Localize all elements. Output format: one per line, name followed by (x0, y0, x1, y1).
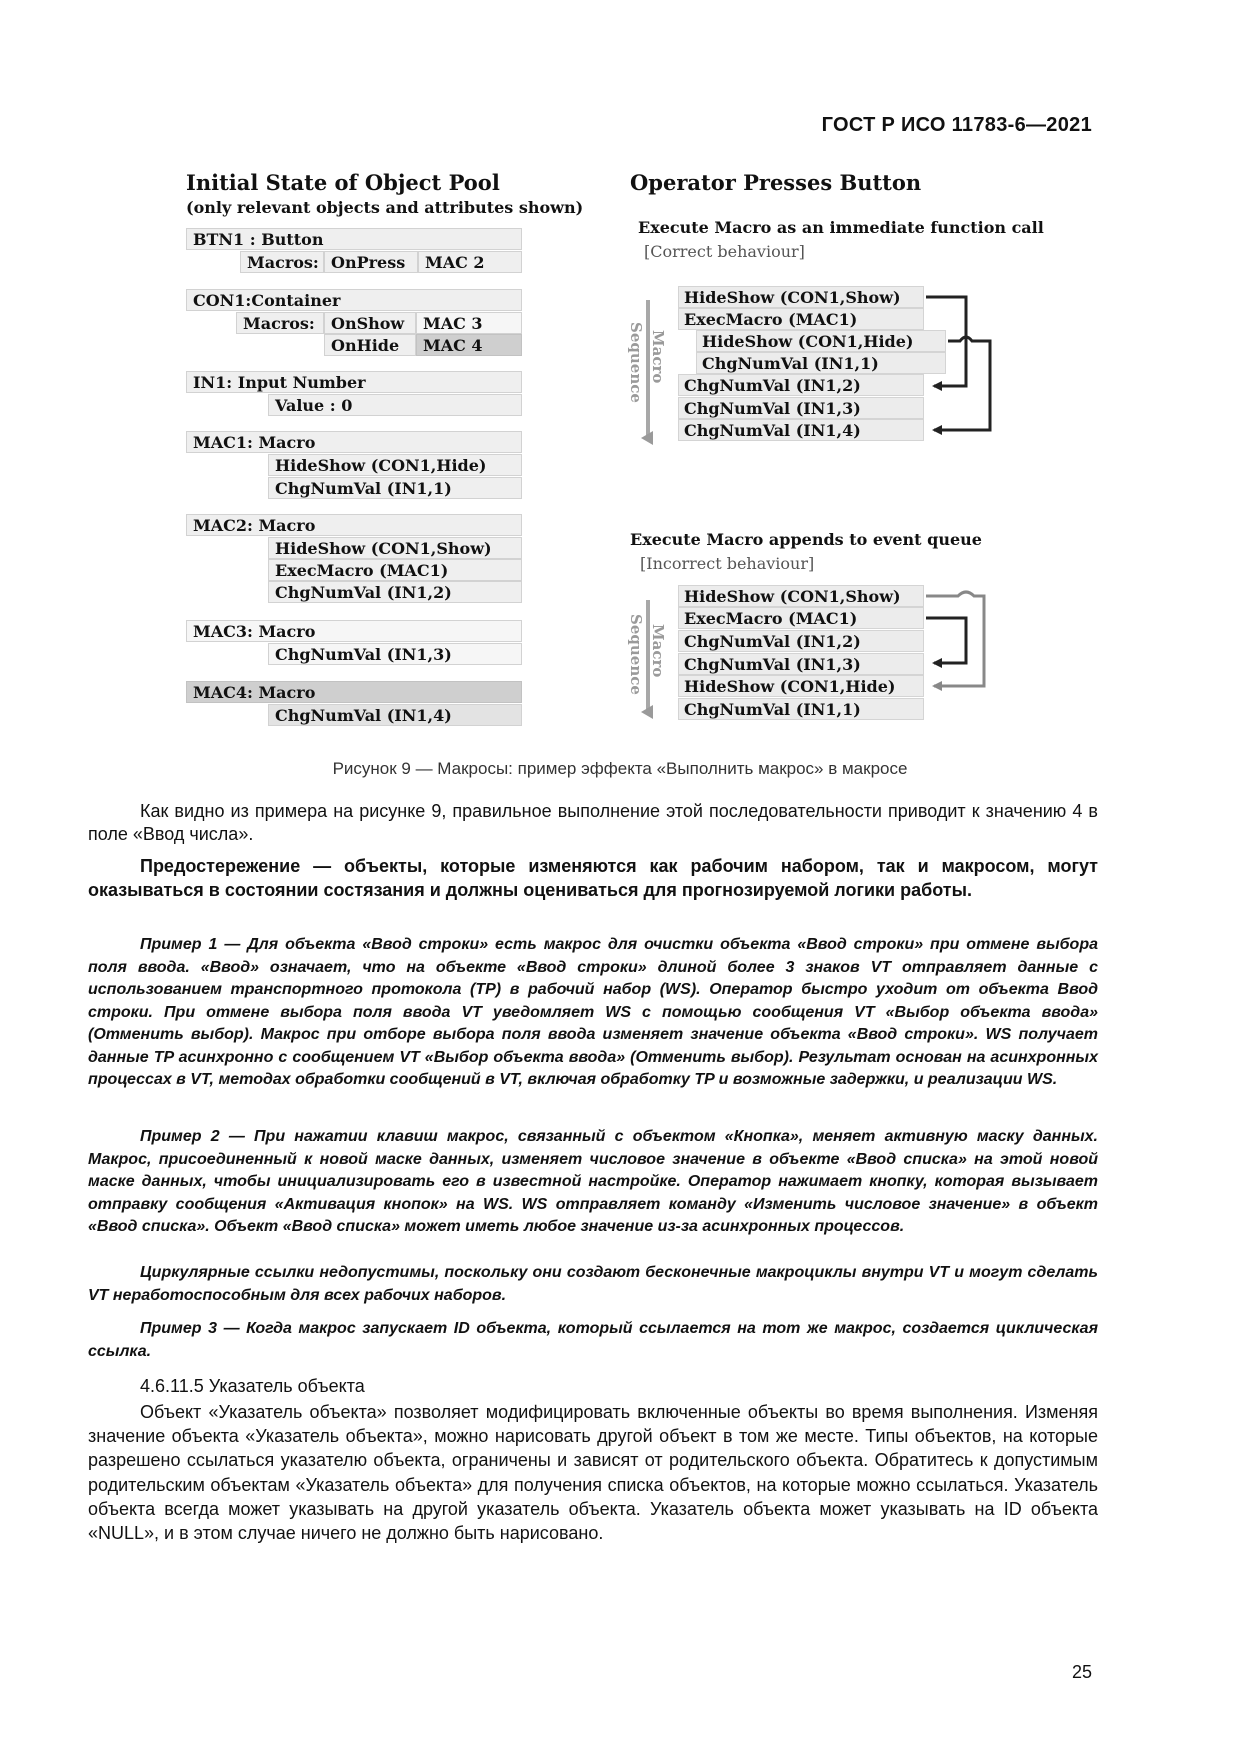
mac2-cmd-2: ExecMacro (MAC1) (268, 559, 522, 581)
standard-number: ГОСТ Р ИСО 11783-6—2021 (821, 114, 1092, 136)
correct-step-6: ChgNumVal (IN1,3) (678, 397, 924, 419)
incorrect-step-4: ChgNumVal (IN1,3) (678, 653, 924, 675)
correct-step-1: HideShow (CON1,Show) (678, 286, 924, 308)
con1-macro-4: MAC 4 (416, 334, 522, 356)
btn1-macros-label: Macros: (240, 251, 324, 273)
mac2-cmd-1: HideShow (CON1,Show) (268, 537, 522, 559)
incorrect-step-1: HideShow (CON1,Show) (678, 585, 924, 607)
paragraph-result: Как видно из примера на рисунке 9, правильное выполнение этой последовательности приводит к значению 4 в поле «Ввод числа». (88, 801, 1098, 844)
correct-step-7: ChgNumVal (IN1,4) (678, 419, 924, 441)
figure-caption: Рисунок 9 — Макросы: пример эффекта «Выполнить макрос» в макросе (332, 759, 908, 778)
incorrect-step-3: ChgNumVal (IN1,2) (678, 630, 924, 652)
con1-event-onshow: OnShow (324, 312, 416, 334)
mac4-title: MAC4: Macro (186, 681, 522, 703)
incorrect-arrow-show-to-hide (926, 592, 984, 686)
figure-arrows (0, 0, 1240, 800)
in1-title: IN1: Input Number (186, 371, 522, 393)
correct-title: Execute Macro as an immediate function call (638, 218, 1044, 237)
mac1-cmd-1: HideShow (CON1,Hide) (268, 454, 522, 476)
con1-macro-3: MAC 3 (416, 312, 522, 334)
example-1: Пример 1 — Для объекта «Ввод строки» есть макрос для очистки объекта «Ввод строки» при отмене выбора поля ввода. «Ввод» означает, что на объекте «Ввод строки» длиной более 3 знаков VT отправляет данные с использованием транспортного протокола (TP) в рабочий набор (WS). Оператор быстро уходит от объекта Ввод строки. При отмене выбора поля ввода VT уведомляет WS с помощью сообщения VT «Выбор объекта ввода» (Отменить выбор). Макрос при отборе выбора поля ввода изменяет значение объекта «Ввод строки». WS получает данные TP асинхронно с сообщением VT «Выбор объекта ввода» (Отменить выбор). Результат основан на асинхронных процессах в VT, методах обработки сообщений в VT, включая обработку TP и возможные задержки, и реализации WS. (88, 936, 1098, 1088)
correct-seq-label-sequence: Sequence (627, 322, 645, 403)
example-3: Пример 3 — Когда макрос запускает ID объекта, который ссылается на тот же макрос, создается циклическая ссылка. (88, 1320, 1098, 1360)
incorrect-step-5: HideShow (CON1,Hide) (678, 675, 924, 697)
operator-title: Operator Presses Button (630, 170, 922, 195)
mac2-cmd-3: ChgNumVal (IN1,2) (268, 581, 522, 603)
btn1-title: BTN1 : Button (186, 228, 522, 250)
con1-event-onhide: OnHide (324, 334, 416, 356)
pool-subtitle: (only relevant objects and attributes shown) (186, 198, 584, 217)
correct-step-2: ExecMacro (MAC1) (678, 308, 924, 330)
correct-note: [Correct behaviour] (644, 242, 805, 261)
incorrect-seq-label-sequence: Sequence (627, 614, 645, 695)
btn1-event: OnPress (324, 251, 418, 273)
page-number: 25 (1071, 1662, 1092, 1682)
caution-paragraph: Предостережение — объекты, которые изменяются как рабочим набором, так и макросом, могут оказываться в состоянии состязания и должны оцениваться для прогнозируемой логики работы. (88, 856, 1098, 900)
mac2-title: MAC2: Macro (186, 514, 522, 536)
correct-step-5: ChgNumVal (IN1,2) (678, 374, 924, 396)
mac1-cmd-2: ChgNumVal (IN1,1) (268, 477, 522, 499)
incorrect-seq-label-macro: Macro (649, 624, 667, 678)
pool-title: Initial State of Object Pool (186, 170, 500, 195)
incorrect-note: [Incorrect behaviour] (640, 554, 815, 573)
example-2: Пример 2 — При нажатии клавиш макрос, связанный с объектом «Кнопка», меняет активную маску данных. Макрос, присоединенный к новой маске данных, изменяет числовое значение в объекте «Ввод списка» на этой новой маске данных, чтобы инициализировать его в известной настройке. Оператор нажимает кнопку, которая вызывает отправку сообщения «Активация кнопок» на WS. WS отправляет команду «Изменить числовое значение» в объект «Ввод списка». Объект «Ввод списка» может иметь любое значение из-за асинхронных процессов. (88, 1128, 1098, 1235)
in1-value: Value : 0 (268, 394, 522, 416)
con1-title: CON1:Container (186, 289, 522, 311)
incorrect-arrow-execmacro (926, 618, 966, 663)
correct-step-3: HideShow (CON1,Hide) (696, 330, 946, 352)
section-heading: 4.6.11.5 Указатель объекта (140, 1376, 365, 1396)
incorrect-step-2: ExecMacro (MAC1) (678, 607, 924, 629)
incorrect-title: Execute Macro appends to event queue (630, 530, 982, 549)
mac3-cmd-1: ChgNumVal (IN1,3) (268, 643, 522, 665)
correct-arrow-hide-to-mac4 (934, 337, 990, 430)
correct-seq-label-macro: Macro (649, 330, 667, 384)
correct-step-4: ChgNumVal (IN1,1) (696, 352, 946, 374)
paragraph-object-pointer: Объект «Указатель объекта» позволяет модифицировать включенные объекты во время выполнения. Изменяя значение объекта «Указатель объекта», можно нарисовать другой объект в том же месте. Типы объектов, на которые разрешено ссылаться указателю объекта, ограничены и зависят от родительского объекта. Обратитесь к допустимым родительским объектам «Указатель объекта» для получения списка объектов, на которые можно ссылаться. Указатель объекта всегда может указывать на другой указатель объекта. Указатель объекта может указывать на ID объекта «NULL», и в этом случае ничего не должно быть нарисовано. (88, 1402, 1098, 1544)
con1-macros-label: Macros: (236, 312, 324, 334)
mac1-title: MAC1: Macro (186, 431, 522, 453)
circular-reference-note: Циркулярные ссылки недопустимы, поскольку они создают бесконечные макроциклы внутри VT и могут сделать VT неработоспособным для всех рабочих наборов. (88, 1264, 1098, 1304)
btn1-macro: MAC 2 (418, 251, 522, 273)
mac3-title: MAC3: Macro (186, 620, 522, 642)
incorrect-step-6: ChgNumVal (IN1,1) (678, 698, 924, 720)
mac4-cmd-1: ChgNumVal (IN1,4) (268, 704, 522, 726)
